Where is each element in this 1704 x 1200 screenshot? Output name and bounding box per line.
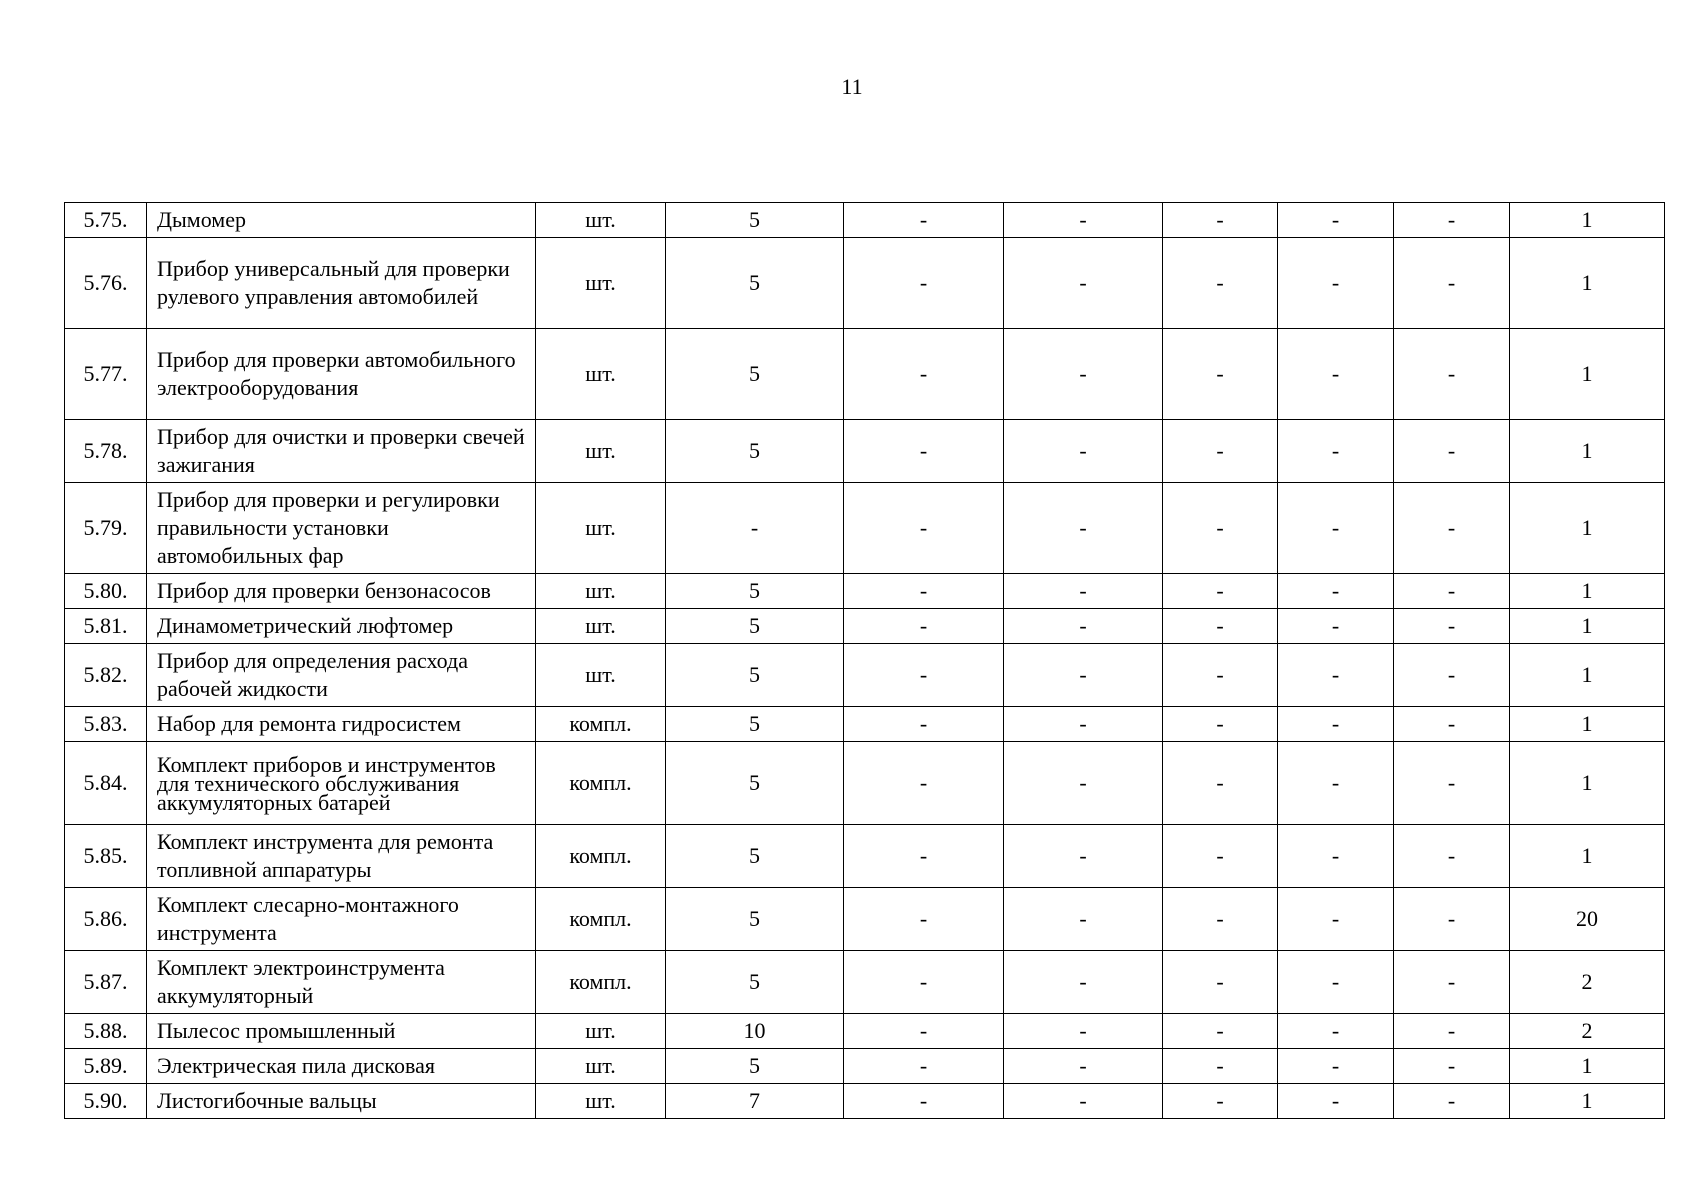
table-row: [65, 1014, 1665, 1049]
dash-cell: -: [1278, 1084, 1394, 1119]
row-number: 5.86.: [65, 888, 147, 951]
table-row: [65, 574, 1665, 609]
quantity-cell: 5: [666, 329, 844, 420]
unit-cell: шт.: [536, 1014, 666, 1049]
dash-cell: -: [1394, 644, 1510, 707]
table-row: [65, 238, 1665, 329]
dash-cell: -: [1004, 1014, 1163, 1049]
quantity-cell: 5: [666, 574, 844, 609]
quantity-cell: 7: [666, 1084, 844, 1119]
dash-cell: -: [1394, 483, 1510, 574]
total-cell: 1: [1510, 644, 1665, 707]
dash-cell: -: [1394, 1049, 1510, 1084]
dash-cell: -: [1278, 609, 1394, 644]
unit-cell: компл.: [536, 707, 666, 742]
dash-cell: -: [1163, 888, 1278, 951]
dash-cell: -: [1004, 951, 1163, 1014]
total-cell: 1: [1510, 707, 1665, 742]
row-number: 5.80.: [65, 574, 147, 609]
unit-cell: шт.: [536, 203, 666, 238]
unit-cell: шт.: [536, 483, 666, 574]
dash-cell: -: [1004, 1049, 1163, 1084]
dash-cell: -: [1278, 203, 1394, 238]
row-number: 5.82.: [65, 644, 147, 707]
dash-cell: -: [1278, 951, 1394, 1014]
unit-cell: шт.: [536, 609, 666, 644]
unit-cell: шт.: [536, 1084, 666, 1119]
total-cell: 2: [1510, 951, 1665, 1014]
dash-cell: -: [844, 707, 1004, 742]
total-cell: 2: [1510, 1014, 1665, 1049]
dash-cell: -: [1004, 609, 1163, 644]
table-row: [65, 1049, 1665, 1084]
unit-cell: шт.: [536, 644, 666, 707]
quantity-cell: 5: [666, 1049, 844, 1084]
dash-cell: -: [1278, 888, 1394, 951]
total-cell: 1: [1510, 329, 1665, 420]
row-number: 5.75.: [65, 203, 147, 238]
dash-cell: -: [1394, 329, 1510, 420]
quantity-cell: 5: [666, 707, 844, 742]
dash-cell: -: [1278, 742, 1394, 825]
table-row: [65, 644, 1665, 707]
row-number: 5.77.: [65, 329, 147, 420]
dash-cell: -: [844, 1049, 1004, 1084]
equipment-table: [64, 202, 1665, 1119]
total-cell: 1: [1510, 483, 1665, 574]
dash-cell: -: [1163, 483, 1278, 574]
total-cell: 1: [1510, 574, 1665, 609]
dash-cell: -: [844, 574, 1004, 609]
item-name: Пылесос промышленный: [147, 1014, 536, 1049]
dash-cell: -: [1394, 825, 1510, 888]
dash-cell: -: [844, 951, 1004, 1014]
item-name: Набор для ремонта гидросистем: [147, 707, 536, 742]
quantity-cell: 5: [666, 238, 844, 329]
total-cell: 1: [1510, 1049, 1665, 1084]
dash-cell: -: [1004, 238, 1163, 329]
dash-cell: -: [1394, 951, 1510, 1014]
dash-cell: -: [1394, 1014, 1510, 1049]
table-row: [65, 888, 1665, 951]
quantity-cell: 5: [666, 825, 844, 888]
total-cell: 1: [1510, 1084, 1665, 1119]
dash-cell: -: [1163, 203, 1278, 238]
unit-cell: шт.: [536, 574, 666, 609]
item-name: Прибор для проверки автомобильного электрооборудования: [147, 329, 536, 420]
dash-cell: -: [1278, 825, 1394, 888]
unit-cell: шт.: [536, 329, 666, 420]
page-number: 11: [841, 74, 863, 99]
total-cell: 1: [1510, 238, 1665, 329]
quantity-cell: 5: [666, 420, 844, 483]
dash-cell: -: [1163, 742, 1278, 825]
dash-cell: -: [844, 742, 1004, 825]
dash-cell: -: [1163, 644, 1278, 707]
dash-cell: -: [1394, 203, 1510, 238]
dash-cell: -: [1163, 1014, 1278, 1049]
dash-cell: -: [1278, 483, 1394, 574]
quantity-cell: 10: [666, 1014, 844, 1049]
item-name: Электрическая пила дисковая: [147, 1049, 536, 1084]
row-number: 5.78.: [65, 420, 147, 483]
item-name: Прибор для определения расхода рабочей жидкости: [147, 644, 536, 707]
total-cell: 1: [1510, 203, 1665, 238]
dash-cell: -: [1278, 644, 1394, 707]
dash-cell: -: [1394, 574, 1510, 609]
dash-cell: -: [1394, 888, 1510, 951]
item-name: Прибор для проверки и регулировки правильности установки автомобильных фар: [147, 483, 536, 574]
dash-cell: -: [1004, 825, 1163, 888]
quantity-cell: 5: [666, 609, 844, 644]
item-name: Прибор универсальный для проверки рулевого управления автомобилей: [147, 238, 536, 329]
unit-cell: шт.: [536, 1049, 666, 1084]
row-number: 5.79.: [65, 483, 147, 574]
dash-cell: -: [1163, 329, 1278, 420]
dash-cell: -: [1163, 609, 1278, 644]
row-number: 5.88.: [65, 1014, 147, 1049]
dash-cell: -: [844, 238, 1004, 329]
dash-cell: -: [1394, 742, 1510, 825]
quantity-cell: -: [666, 483, 844, 574]
dash-cell: -: [1278, 238, 1394, 329]
dash-cell: -: [1004, 203, 1163, 238]
dash-cell: -: [1394, 238, 1510, 329]
quantity-cell: 5: [666, 951, 844, 1014]
quantity-cell: 5: [666, 742, 844, 825]
dash-cell: -: [1394, 1084, 1510, 1119]
item-name: Прибор для очистки и проверки свечей зажигания: [147, 420, 536, 483]
dash-cell: -: [1278, 1049, 1394, 1084]
row-number: 5.83.: [65, 707, 147, 742]
dash-cell: -: [1004, 742, 1163, 825]
dash-cell: -: [1004, 707, 1163, 742]
dash-cell: -: [1163, 238, 1278, 329]
dash-cell: -: [1278, 574, 1394, 609]
unit-cell: шт.: [536, 238, 666, 329]
item-name: Комплект электроинструмента аккумуляторный: [147, 951, 536, 1014]
row-number: 5.87.: [65, 951, 147, 1014]
total-cell: 1: [1510, 825, 1665, 888]
unit-cell: компл.: [536, 951, 666, 1014]
dash-cell: -: [1004, 329, 1163, 420]
total-cell: 1: [1510, 609, 1665, 644]
row-number: 5.89.: [65, 1049, 147, 1084]
dash-cell: -: [1278, 329, 1394, 420]
table-row: [65, 707, 1665, 742]
dash-cell: -: [844, 644, 1004, 707]
dash-cell: -: [844, 203, 1004, 238]
row-number: 5.90.: [65, 1084, 147, 1119]
total-cell: 1: [1510, 420, 1665, 483]
total-cell: 1: [1510, 742, 1665, 825]
table-row: [65, 951, 1665, 1014]
dash-cell: -: [1163, 574, 1278, 609]
item-name: Дымомер: [147, 203, 536, 238]
dash-cell: -: [1004, 483, 1163, 574]
unit-cell: компл.: [536, 742, 666, 825]
total-cell: 20: [1510, 888, 1665, 951]
table-row: [65, 609, 1665, 644]
dash-cell: -: [844, 483, 1004, 574]
item-name: Комплект приборов и инструментов для технического обслуживания аккумуляторных батарей: [147, 742, 536, 825]
dash-cell: -: [1394, 707, 1510, 742]
row-number: 5.81.: [65, 609, 147, 644]
dash-cell: -: [844, 420, 1004, 483]
dash-cell: -: [1004, 888, 1163, 951]
table-row: [65, 329, 1665, 420]
table-row: [65, 1084, 1665, 1119]
table-row: [65, 825, 1665, 888]
item-name: Комплект инструмента для ремонта топливной аппаратуры: [147, 825, 536, 888]
dash-cell: -: [1004, 420, 1163, 483]
dash-cell: -: [1163, 707, 1278, 742]
item-name: Листогибочные вальцы: [147, 1084, 536, 1119]
quantity-cell: 5: [666, 203, 844, 238]
dash-cell: -: [1394, 420, 1510, 483]
dash-cell: -: [844, 609, 1004, 644]
dash-cell: -: [844, 1014, 1004, 1049]
table-row: [65, 742, 1665, 825]
dash-cell: -: [1278, 1014, 1394, 1049]
unit-cell: компл.: [536, 825, 666, 888]
dash-cell: -: [1163, 1049, 1278, 1084]
unit-cell: компл.: [536, 888, 666, 951]
table-row: [65, 483, 1665, 574]
row-number: 5.76.: [65, 238, 147, 329]
dash-cell: -: [844, 888, 1004, 951]
row-number: 5.84.: [65, 742, 147, 825]
dash-cell: -: [844, 329, 1004, 420]
dash-cell: -: [1278, 420, 1394, 483]
dash-cell: -: [1163, 420, 1278, 483]
dash-cell: -: [844, 825, 1004, 888]
dash-cell: -: [1278, 707, 1394, 742]
unit-cell: шт.: [536, 420, 666, 483]
row-number: 5.85.: [65, 825, 147, 888]
dash-cell: -: [844, 1084, 1004, 1119]
dash-cell: -: [1004, 644, 1163, 707]
table-row: [65, 420, 1665, 483]
item-name: Прибор для проверки бензонасосов: [147, 574, 536, 609]
dash-cell: -: [1394, 609, 1510, 644]
dash-cell: -: [1004, 1084, 1163, 1119]
quantity-cell: 5: [666, 888, 844, 951]
item-name: Динамометрический люфтомер: [147, 609, 536, 644]
dash-cell: -: [1163, 825, 1278, 888]
item-name: Комплект слесарно-монтажного инструмента: [147, 888, 536, 951]
quantity-cell: 5: [666, 644, 844, 707]
dash-cell: -: [1004, 574, 1163, 609]
dash-cell: -: [1163, 1084, 1278, 1119]
dash-cell: -: [1163, 951, 1278, 1014]
table-row: [65, 203, 1665, 238]
